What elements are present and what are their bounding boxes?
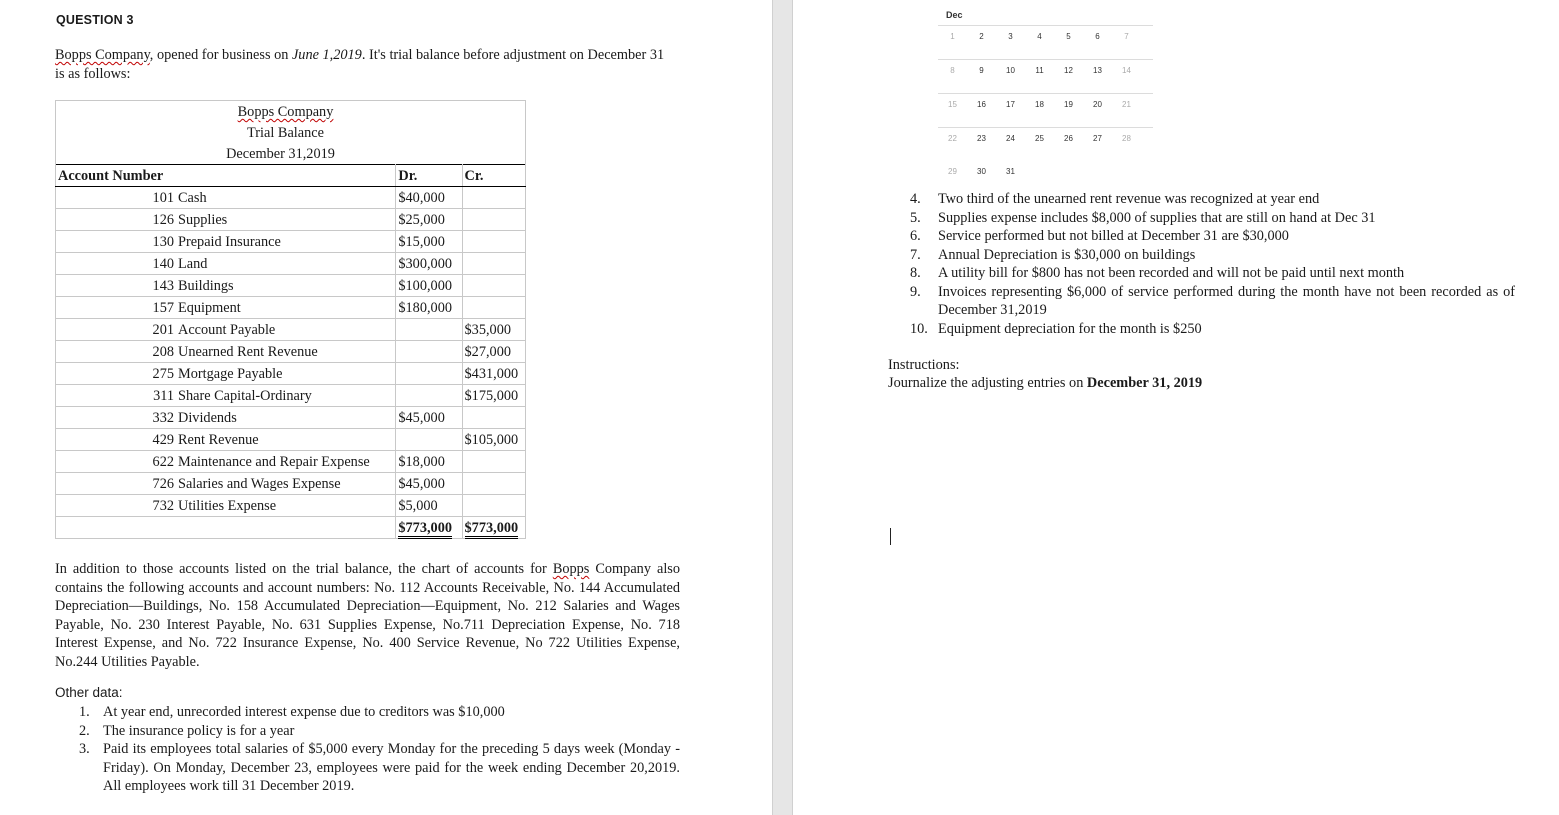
list-item <box>890 283 1515 320</box>
list-item <box>890 227 1515 246</box>
dr-amount: $45,000 <box>396 473 462 495</box>
account-number: 311 <box>153 388 174 404</box>
account-number: 157 <box>152 300 174 316</box>
account-name: Account Payable <box>178 322 276 338</box>
calendar-week <box>938 93 1153 127</box>
list-item-text: Annual Depreciation is $30,000 on buildings <box>938 246 1196 263</box>
calendar-day[interactable]: 18 <box>1035 100 1044 109</box>
cr-amount <box>462 231 525 253</box>
account-cell <box>56 429 396 451</box>
account-name: Rent Revenue <box>178 432 259 448</box>
calendar-day[interactable]: 8 <box>950 66 955 75</box>
additional-company: Bopps <box>552 561 590 577</box>
other-data-list-right <box>890 190 1515 338</box>
cr-amount: $27,000 <box>462 341 525 363</box>
table-row <box>56 231 526 253</box>
instructions-label: Instructions: <box>888 357 960 373</box>
list-item <box>890 246 1515 265</box>
list-item-number: 10. <box>910 320 928 337</box>
account-number: 726 <box>152 476 174 492</box>
dr-amount: $25,000 <box>396 209 462 231</box>
account-cell <box>56 495 396 517</box>
account-name: Maintenance and Repair Expense <box>178 454 370 470</box>
totals-label <box>56 517 396 539</box>
calendar-day[interactable]: 31 <box>1006 167 1015 176</box>
cr-amount <box>462 297 525 319</box>
intro-date: June 1,2019 <box>291 47 362 63</box>
page-gutter <box>772 0 793 815</box>
list-item <box>890 264 1515 283</box>
account-number: 622 <box>152 454 174 470</box>
dr-amount: $45,000 <box>396 407 462 429</box>
table-row <box>56 297 526 319</box>
calendar-day[interactable]: 21 <box>1122 100 1131 109</box>
other-data-label: Other data: <box>55 685 123 700</box>
table-row <box>56 209 526 231</box>
list-item-text: Service performed but not billed at December 31 are $30,000 <box>938 228 1289 244</box>
table-row <box>56 319 526 341</box>
account-number: 201 <box>152 322 174 338</box>
list-item-number: 5. <box>910 209 921 226</box>
account-number: 126 <box>152 212 174 228</box>
list-item-number: 1. <box>79 704 90 720</box>
list-item-number: 2. <box>79 722 90 739</box>
instructions-date: December 31, 2019 <box>1086 375 1203 391</box>
total-cr-cell <box>462 517 525 539</box>
calendar-day[interactable]: 20 <box>1093 100 1102 109</box>
table-row <box>56 275 526 297</box>
account-cell <box>56 209 396 231</box>
dr-amount: $40,000 <box>396 187 462 209</box>
calendar-day[interactable]: 6 <box>1095 32 1100 41</box>
cr-amount <box>462 451 525 473</box>
cr-amount: $35,000 <box>462 319 525 341</box>
dr-amount: $180,000 <box>396 297 462 319</box>
dr-amount <box>396 385 462 407</box>
list-item-number: 9. <box>910 283 921 300</box>
col-account-header: Account Number <box>56 165 396 187</box>
list-item-number: 8. <box>910 265 921 281</box>
list-item-number: 3. <box>79 741 90 757</box>
list-item-text: Two third of the unearned rent revenue was recognized at year end <box>938 191 1320 207</box>
account-number: 130 <box>152 234 174 250</box>
list-item-text: A utility bill for $800 has not been recorded and will not be paid until next month <box>938 265 1405 281</box>
cr-amount: $175,000 <box>462 385 525 407</box>
account-cell <box>56 231 396 253</box>
account-name: Equipment <box>178 300 241 316</box>
cr-amount <box>462 209 525 231</box>
account-cell <box>56 473 396 495</box>
cr-amount <box>462 407 525 429</box>
intro-text-1: , opened for business on <box>149 47 292 63</box>
text-cursor[interactable] <box>890 528 891 545</box>
list-item <box>890 190 1515 209</box>
list-item-number: 4. <box>910 191 921 207</box>
list-item <box>55 722 680 741</box>
calendar-day[interactable]: 22 <box>948 134 957 143</box>
cr-amount <box>462 253 525 275</box>
list-item <box>890 209 1515 228</box>
dr-amount <box>396 429 462 451</box>
account-cell <box>56 297 396 319</box>
calendar-day[interactable]: 14 <box>1122 66 1131 75</box>
account-number: 208 <box>152 344 174 360</box>
calendar-day[interactable]: 3 <box>1008 32 1013 41</box>
calendar-day[interactable]: 11 <box>1035 66 1044 75</box>
account-cell <box>56 187 396 209</box>
calendar-day[interactable]: 12 <box>1064 66 1073 75</box>
account-cell <box>56 341 396 363</box>
account-number: 143 <box>152 278 174 294</box>
calendar-day[interactable]: 29 <box>948 167 957 176</box>
calendar-day[interactable]: 1 <box>950 32 955 41</box>
account-name: Mortgage Payable <box>178 366 283 382</box>
calendar-month: Dec <box>946 10 963 20</box>
dr-amount: $300,000 <box>396 253 462 275</box>
calendar-day[interactable]: 28 <box>1122 134 1131 143</box>
account-cell <box>56 253 396 275</box>
additional-text-1: In addition to those accounts listed on the trial balance, the chart of accounts for <box>55 561 553 577</box>
calendar-day[interactable]: 30 <box>977 167 986 176</box>
calendar-day[interactable]: 9 <box>979 66 984 75</box>
account-name: Prepaid Insurance <box>178 234 281 250</box>
instructions-body: Journalize the adjusting entries on <box>888 375 1087 391</box>
calendar-day[interactable]: 19 <box>1064 100 1073 109</box>
tb-title: Trial Balance <box>247 125 324 141</box>
account-cell <box>56 363 396 385</box>
calendar-widget <box>938 10 1153 195</box>
table-row <box>56 253 526 275</box>
calendar-day[interactable]: 27 <box>1093 134 1102 143</box>
calendar-day[interactable]: 17 <box>1006 100 1015 109</box>
dr-amount: $5,000 <box>396 495 462 517</box>
calendar-week <box>938 127 1153 161</box>
calendar-day[interactable]: 10 <box>1006 66 1015 75</box>
account-name: Supplies <box>178 212 228 228</box>
calendar-day[interactable]: 24 <box>1006 134 1015 143</box>
document-page-right <box>793 0 1559 815</box>
list-item <box>55 740 680 796</box>
document-page-left <box>0 0 772 815</box>
totals-row <box>56 517 526 539</box>
list-item-text: The insurance policy is for a year <box>103 722 295 739</box>
account-number: 101 <box>152 190 174 206</box>
list-item-text: Paid its employees total salaries of $5,000 every Monday for the preceding 5 days week (Monday - Friday). On Monday, December 23, employees were paid for the week ending December 20,2019. All employees work till 31 December 2019. <box>103 741 680 794</box>
account-name: Salaries and Wages Expense <box>178 476 341 492</box>
calendar-day[interactable]: 4 <box>1037 32 1042 41</box>
list-item-text: Invoices representing $6,000 of service performed during the month have not been recorded as of December 31,2019 <box>938 283 1515 318</box>
other-data-list-left <box>55 703 680 796</box>
cr-amount <box>462 187 525 209</box>
list-item-number: 6. <box>910 228 921 244</box>
additional-text-2: Company also contains the following accounts and account numbers: No. 112 Accounts Receivable, No. 144 Accumulated Depreciation—Buildings, No. 158 Accumulated Depreciation—Equipment, No. 212 Salaries and Wages Payable, No. 230 Interest Payable, No. 631 Supplies Expense, No.711 Depreciation Expense, No. 718 Interest Expense, and No. 722 Insurance Expense, No. 400 Service Revenue, No 722 Utilities Expense, No.244 Utilities Payable. <box>55 561 680 670</box>
dr-amount <box>396 363 462 385</box>
calendar-day[interactable]: 5 <box>1066 32 1071 41</box>
dr-amount <box>396 319 462 341</box>
intro-company: Bopps Company <box>55 47 150 63</box>
calendar-day[interactable]: 16 <box>977 100 986 109</box>
account-name: Unearned Rent Revenue <box>178 344 318 360</box>
tb-date: December 31,2019 <box>226 146 335 162</box>
list-item-text: At year end, unrecorded interest expense due to creditors was $10,000 <box>103 704 505 720</box>
account-number: 732 <box>152 498 174 514</box>
list-item <box>890 320 1515 339</box>
total-cr: $773,000 <box>465 520 519 539</box>
table-row <box>56 473 526 495</box>
table-row <box>56 363 526 385</box>
table-row <box>56 429 526 451</box>
account-number: 429 <box>152 432 174 448</box>
table-row <box>56 385 526 407</box>
list-item-number: 7. <box>910 246 921 263</box>
calendar-day[interactable]: 15 <box>948 100 957 109</box>
dr-amount: $18,000 <box>396 451 462 473</box>
dr-amount: $15,000 <box>396 231 462 253</box>
tb-company: Bopps Company <box>237 104 334 120</box>
calendar-day[interactable]: 26 <box>1064 134 1073 143</box>
account-name: Share Capital-Ordinary <box>178 388 312 404</box>
account-name: Utilities Expense <box>178 498 277 514</box>
col-dr-header: Dr. <box>396 165 462 187</box>
list-item-text: Supplies expense includes $8,000 of supplies that are still on hand at Dec 31 <box>938 209 1376 226</box>
account-cell <box>56 451 396 473</box>
table-row <box>56 495 526 517</box>
calendar-week <box>938 25 1153 59</box>
table-row <box>56 341 526 363</box>
account-cell <box>56 385 396 407</box>
calendar-day[interactable]: 25 <box>1035 134 1044 143</box>
account-number: 275 <box>152 366 174 382</box>
calendar-day[interactable]: 2 <box>979 32 984 41</box>
account-name: Dividends <box>178 410 237 426</box>
calendar-day[interactable]: 7 <box>1124 32 1129 41</box>
intro-paragraph <box>55 46 665 83</box>
total-dr-cell <box>396 517 462 539</box>
total-dr: $773,000 <box>398 520 452 539</box>
dr-amount: $100,000 <box>396 275 462 297</box>
dr-amount <box>396 341 462 363</box>
table-row <box>56 187 526 209</box>
question-title: QUESTION 3 <box>56 13 134 27</box>
instructions-text <box>888 375 1202 392</box>
cr-amount: $105,000 <box>462 429 525 451</box>
account-cell <box>56 319 396 341</box>
col-cr-header: Cr. <box>462 165 525 187</box>
list-item-text: Equipment depreciation for the month is $250 <box>938 320 1202 337</box>
calendar-day[interactable]: 23 <box>977 134 986 143</box>
calendar-day[interactable]: 13 <box>1093 66 1102 75</box>
table-row <box>56 407 526 429</box>
cr-amount <box>462 495 525 517</box>
account-name: Cash <box>178 190 207 206</box>
account-name: Land <box>178 256 208 272</box>
account-number: 140 <box>152 256 174 272</box>
additional-accounts-paragraph <box>55 560 680 671</box>
cr-amount <box>462 473 525 495</box>
cr-amount <box>462 275 525 297</box>
calendar-week <box>938 59 1153 93</box>
account-number: 332 <box>152 410 174 426</box>
account-cell <box>56 275 396 297</box>
trial-balance-table <box>55 100 526 539</box>
table-row <box>56 451 526 473</box>
cr-amount: $431,000 <box>462 363 525 385</box>
account-name: Buildings <box>178 278 234 294</box>
list-item <box>55 703 680 722</box>
intro-text-2: . It's trial balance before adjustment on December 31 is as follows: <box>55 47 665 82</box>
account-cell <box>56 407 396 429</box>
